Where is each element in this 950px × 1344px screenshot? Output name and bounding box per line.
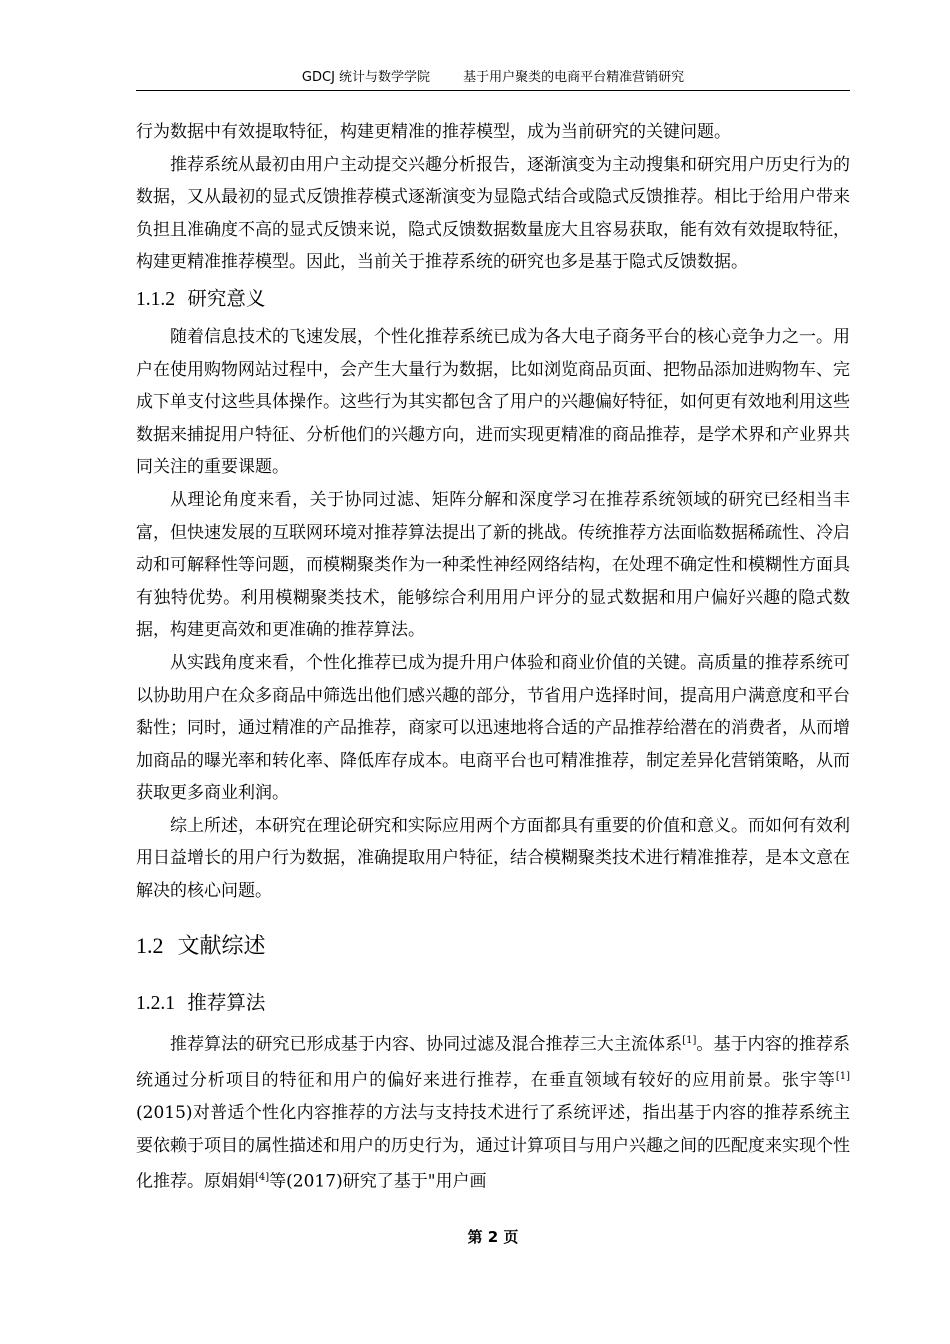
page-number: 第 2 页 xyxy=(467,1228,519,1246)
section-number: 1.1.2 xyxy=(136,288,175,310)
paragraph-recommender-algorithms xyxy=(136,1025,850,1199)
paragraph-theory: 从理论角度来看，关于协同过滤、矩阵分解和深度学习在推荐系统领域的研究已经相当丰富，但快速发展的互联网环境对推荐算法提出了新的挑战。传统推荐方法面临数据稀疏性、冷启动和可解释性等问题，而模糊聚类作为一种柔性神经网络结构，在处理不确定性和模糊性方面具有独特优势。利用模糊聚类技术，能够综合利用用户评分的显式数据和用户偏好兴趣的隐式数据，构建更高效和更准确的推荐算法。 xyxy=(136,489,850,641)
running-header: GDCJ 统计与数学学院 基于用户聚类的电商平台精准营销研究 xyxy=(301,70,685,85)
text-run: (2015)对普适个性化内容推荐的方法与支持技术进行了系统评述，指出基于内容的推荐系统主要依赖于项目的属性描述和用户的历史行为，通过计算项目与用户兴趣之间的匹配度来实现个性化推荐。原娟娟 xyxy=(136,1103,850,1192)
paragraph-practice: 从实践角度来看，个性化推荐已成为提升用户体验和商业价值的关键。高质量的推荐系统可以协助用户在众多商品中筛选出他们感兴趣的部分，节省用户选择时间，提高用户满意度和平台黏性；同时，通过精准的产品推荐，商家可以迅速地将合适的产品推荐给潜在的消费者，从而增加商品的曝光率和转化率、降低库存成本。电商平台也可精准推荐，制定差异化营销策略，从而获取更多商业利润。 xyxy=(136,652,850,804)
section-title: 研究意义 xyxy=(187,286,266,310)
page-body xyxy=(136,116,850,1199)
section-title: 文献综述 xyxy=(177,933,266,959)
citation-ref: [4] xyxy=(255,1172,270,1184)
text-run: 。基于内容的推荐系统通过分析项目的特征和用户的偏好来进行推荐，在垂直领域有较好的应用前景。张宇等 xyxy=(136,1034,851,1091)
citation-ref: [1] xyxy=(835,1070,850,1082)
section-heading-1-2-1 xyxy=(136,988,850,1019)
header-rule xyxy=(136,90,850,91)
section-heading-1-1-2 xyxy=(136,284,850,315)
section-number: 1.2 xyxy=(136,932,164,958)
paragraph-summary: 综上所述，本研究在理论研究和实际应用两个方面都具有重要的价值和意义。而如何有效利用日益增长的用户行为数据，准确提取用户特征，结合模糊聚类技术进行精准推荐，是本文意在解决的核心问题。 xyxy=(136,815,850,902)
text-run: 推荐算法的研究已形成基于内容、协同过滤及混合推荐三大主流体系 xyxy=(170,1034,683,1055)
paragraph-continuation: 行为数据中有效提取特征，构建更精准的推荐模型，成为当前研究的关键问题。 xyxy=(136,122,731,142)
paragraph-recommender-evolution: 推荐系统从最初由用户主动提交兴趣分析报告，逐渐演变为主动搜集和研究用户历史行为的数据，又从最初的显式反馈推荐模式逐渐演变为显隐式结合或隐式反馈推荐。相比于给用户带来负担且准确度不高的显式反馈来说，隐式反馈数据数量庞大且容易获取，能有效有效提取特征，构建更精准推荐模型。因此，当前关于推荐系统的研究也多是基于隐式反馈数据。 xyxy=(136,154,850,273)
section-number: 1.2.1 xyxy=(136,992,175,1014)
section-heading-1-2 xyxy=(136,930,850,963)
paragraph-significance-intro: 随着信息技术的飞速发展，个性化推荐系统已成为各大电子商务平台的核心竞争力之一。用户在使用购物网站过程中，会产生大量行为数据，比如浏览商品页面、把物品添加进购物车、完成下单支付这些具体操作。这些行为其实都包含了用户的兴趣偏好特征，如何更有效地利用这些数据来捕捉用户特征、分析他们的兴趣方向，进而实现更精准的商品推荐，是学术界和产业界共同关注的重要课题。 xyxy=(136,326,850,478)
section-title: 推荐算法 xyxy=(187,990,266,1014)
text-run: 等(2017)研究了基于"用户画 xyxy=(269,1172,487,1192)
citation-ref: [1] xyxy=(682,1034,697,1046)
